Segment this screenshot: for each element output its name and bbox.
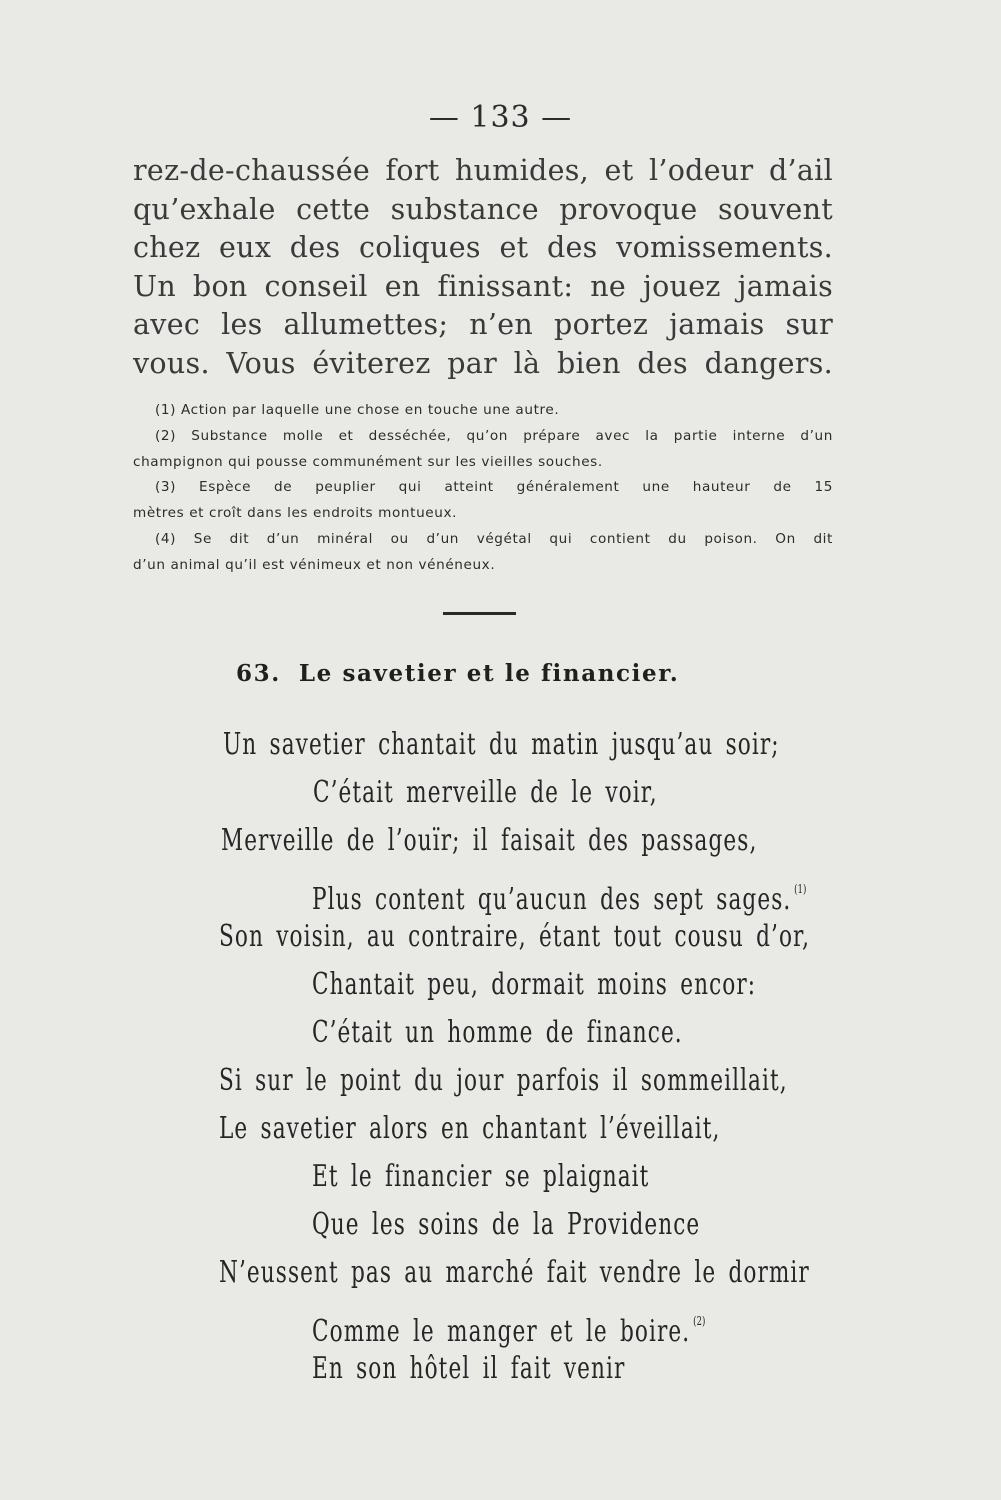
poem-line-text: Son voisin, au contraire, étant tout cousu d’or, (219, 919, 811, 954)
poem-line-text: Chantait peu, dormait moins encor: (312, 967, 757, 1002)
footnotes (133, 398, 833, 579)
prose-line: vous. Vous éviterez par là bien des dangers. (133, 346, 833, 380)
poem-line-text: C’était merveille de le voir, (313, 775, 658, 810)
prose-paragraph (133, 152, 833, 383)
poem-line-text: Le savetier alors en chantant l’éveillait, (219, 1111, 721, 1146)
poem-line (219, 1249, 810, 1297)
poem-line-text: Comme le manger et le boire. (312, 1314, 691, 1349)
footnote-2: (2) Substance molle et desséchée, qu’on prépare avec la partie interne d’un (155, 427, 833, 444)
poem-line (219, 1057, 788, 1105)
poem-line (312, 961, 756, 1009)
poem-line-text: Que les soins de la Providence (312, 1207, 701, 1242)
poem-line-text: Plus content qu’aucun des sept sages. (312, 882, 792, 917)
footnote-marker: (2) (693, 1314, 706, 1328)
footnote-3-continued: mètres et croît dans les endroits montueux. (133, 505, 458, 522)
poem-line (219, 913, 810, 961)
prose-line: qu’exhale cette substance provoque souvent (133, 192, 833, 226)
footnote-2-continued: champignon qui pousse communément sur les vieilles souches. (133, 453, 603, 470)
poem-line-text: En son hôtel il fait venir (312, 1351, 626, 1386)
poem-line (223, 721, 780, 769)
poem-line-text: Si sur le point du jour parfois il sommeillait, (219, 1063, 788, 1098)
poem-line-text: Et le financier se plaignait (312, 1159, 650, 1194)
footnote-1: (1) Action par laquelle une chose en touche une autre. (155, 402, 560, 418)
footnote-3: (3) Espèce de peuplier qui atteint généralement une hauteur de 15 (155, 479, 833, 496)
prose-line: rez-de-chaussée fort humides, et l’odeur d’ail (133, 154, 833, 187)
prose-line: chez eux des coliques et des vomissements. (133, 231, 833, 264)
footnote-4-continued: d’un animal qu’il est vénimeux et non vénéneux. (133, 556, 496, 573)
prose-line: avec les allumettes; n’en portez jamais sur (133, 308, 833, 341)
poem-line (221, 817, 757, 865)
poem-line-text: C’était un homme de finance. (312, 1015, 683, 1050)
poem-line (312, 1201, 700, 1249)
footnote-marker: (1) (794, 882, 807, 896)
page-number: — 133 — (428, 100, 573, 135)
poem-line (312, 865, 807, 917)
poem-line-text: N’eussent pas au marché fait vendre le dormir (219, 1255, 810, 1290)
section-number: 63. (236, 660, 281, 687)
poem-line (312, 1345, 625, 1393)
section-heading (236, 660, 679, 687)
prose-line: Un bon conseil en finissant: ne jouez jamais (133, 269, 833, 303)
poem-line-text: Merveille de l’ouïr; il faisait des passages, (221, 823, 758, 858)
poem-line-text: Un savetier chantait du matin jusqu’au soir; (223, 727, 780, 762)
poem-line (312, 1297, 706, 1349)
section-divider (443, 612, 516, 615)
section-title: Le savetier et le financier. (298, 660, 680, 687)
poem-line (312, 1153, 649, 1201)
poem-line (219, 1105, 721, 1153)
poem-line (312, 1009, 683, 1057)
poem-line (313, 769, 658, 817)
footnote-4: (4) Se dit d’un minéral ou d’un végétal qui contient du poison. On dit (155, 530, 833, 547)
